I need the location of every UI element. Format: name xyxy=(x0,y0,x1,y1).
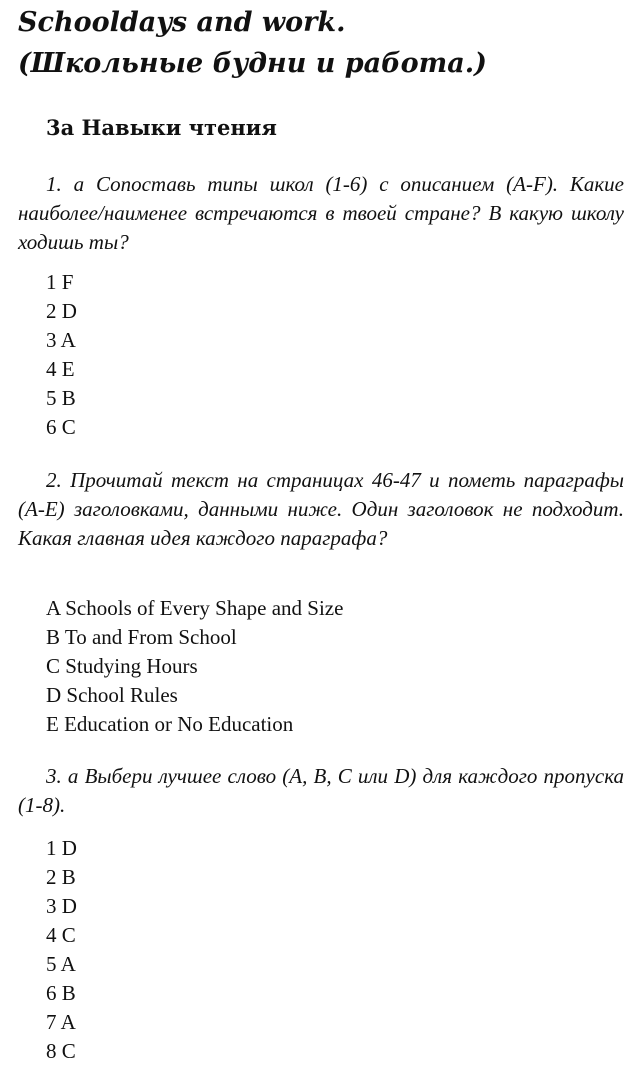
answer-item: 6 C xyxy=(46,415,76,439)
answer-item: 3 A xyxy=(46,328,76,352)
task-1-instructions: 1. a Сопоставь типы школ (1-6) с описанием (A-F). Какие наиболее/наименее встречаются в твоей стране? В какую школу ходишь ты? xyxy=(18,172,624,254)
answer-item: 4 E xyxy=(46,357,75,381)
answer-item: E Education or No Education xyxy=(46,712,294,736)
answer-item: 1 F xyxy=(46,270,74,294)
answer-item: 8 C xyxy=(46,1039,76,1063)
title-line-russian: (Школьные будни и работа.) xyxy=(18,48,487,79)
task-2-instructions: 2. Прочитай текст на страницах 46-47 и пометь параграфы (A-E) заголовками, данными ниже. Один заголовок не подходит. Какая главная идея каждого параграфа? xyxy=(18,468,624,550)
task-1-answer-list xyxy=(46,268,77,442)
task-3-instructions: 3. a Выбери лучшее слово (A, B, C или D) для каждого пропуска (1-8). xyxy=(18,764,624,817)
answer-item: B To and From School xyxy=(46,625,237,649)
answer-item: 7 A xyxy=(46,1010,76,1034)
answer-item: A Schools of Every Shape and Size xyxy=(46,596,344,620)
answer-item: 1 D xyxy=(46,836,77,860)
task-2-answer-list xyxy=(46,594,343,739)
answer-item: 2 B xyxy=(46,865,76,889)
answer-item: 4 C xyxy=(46,923,76,947)
answer-item: 6 B xyxy=(46,981,76,1005)
task-3-answer-list xyxy=(46,834,77,1066)
answer-item: 2 D xyxy=(46,299,77,323)
answer-item: D School Rules xyxy=(46,683,178,707)
answer-item: 5 A xyxy=(46,952,76,976)
section-heading: 3a Навыки чтения xyxy=(46,115,277,140)
page-title xyxy=(18,2,487,84)
answer-item: 3 D xyxy=(46,894,77,918)
answer-item: C Studying Hours xyxy=(46,654,198,678)
answer-item: 5 B xyxy=(46,386,76,410)
title-line-english: Schooldays and work. xyxy=(18,7,346,38)
